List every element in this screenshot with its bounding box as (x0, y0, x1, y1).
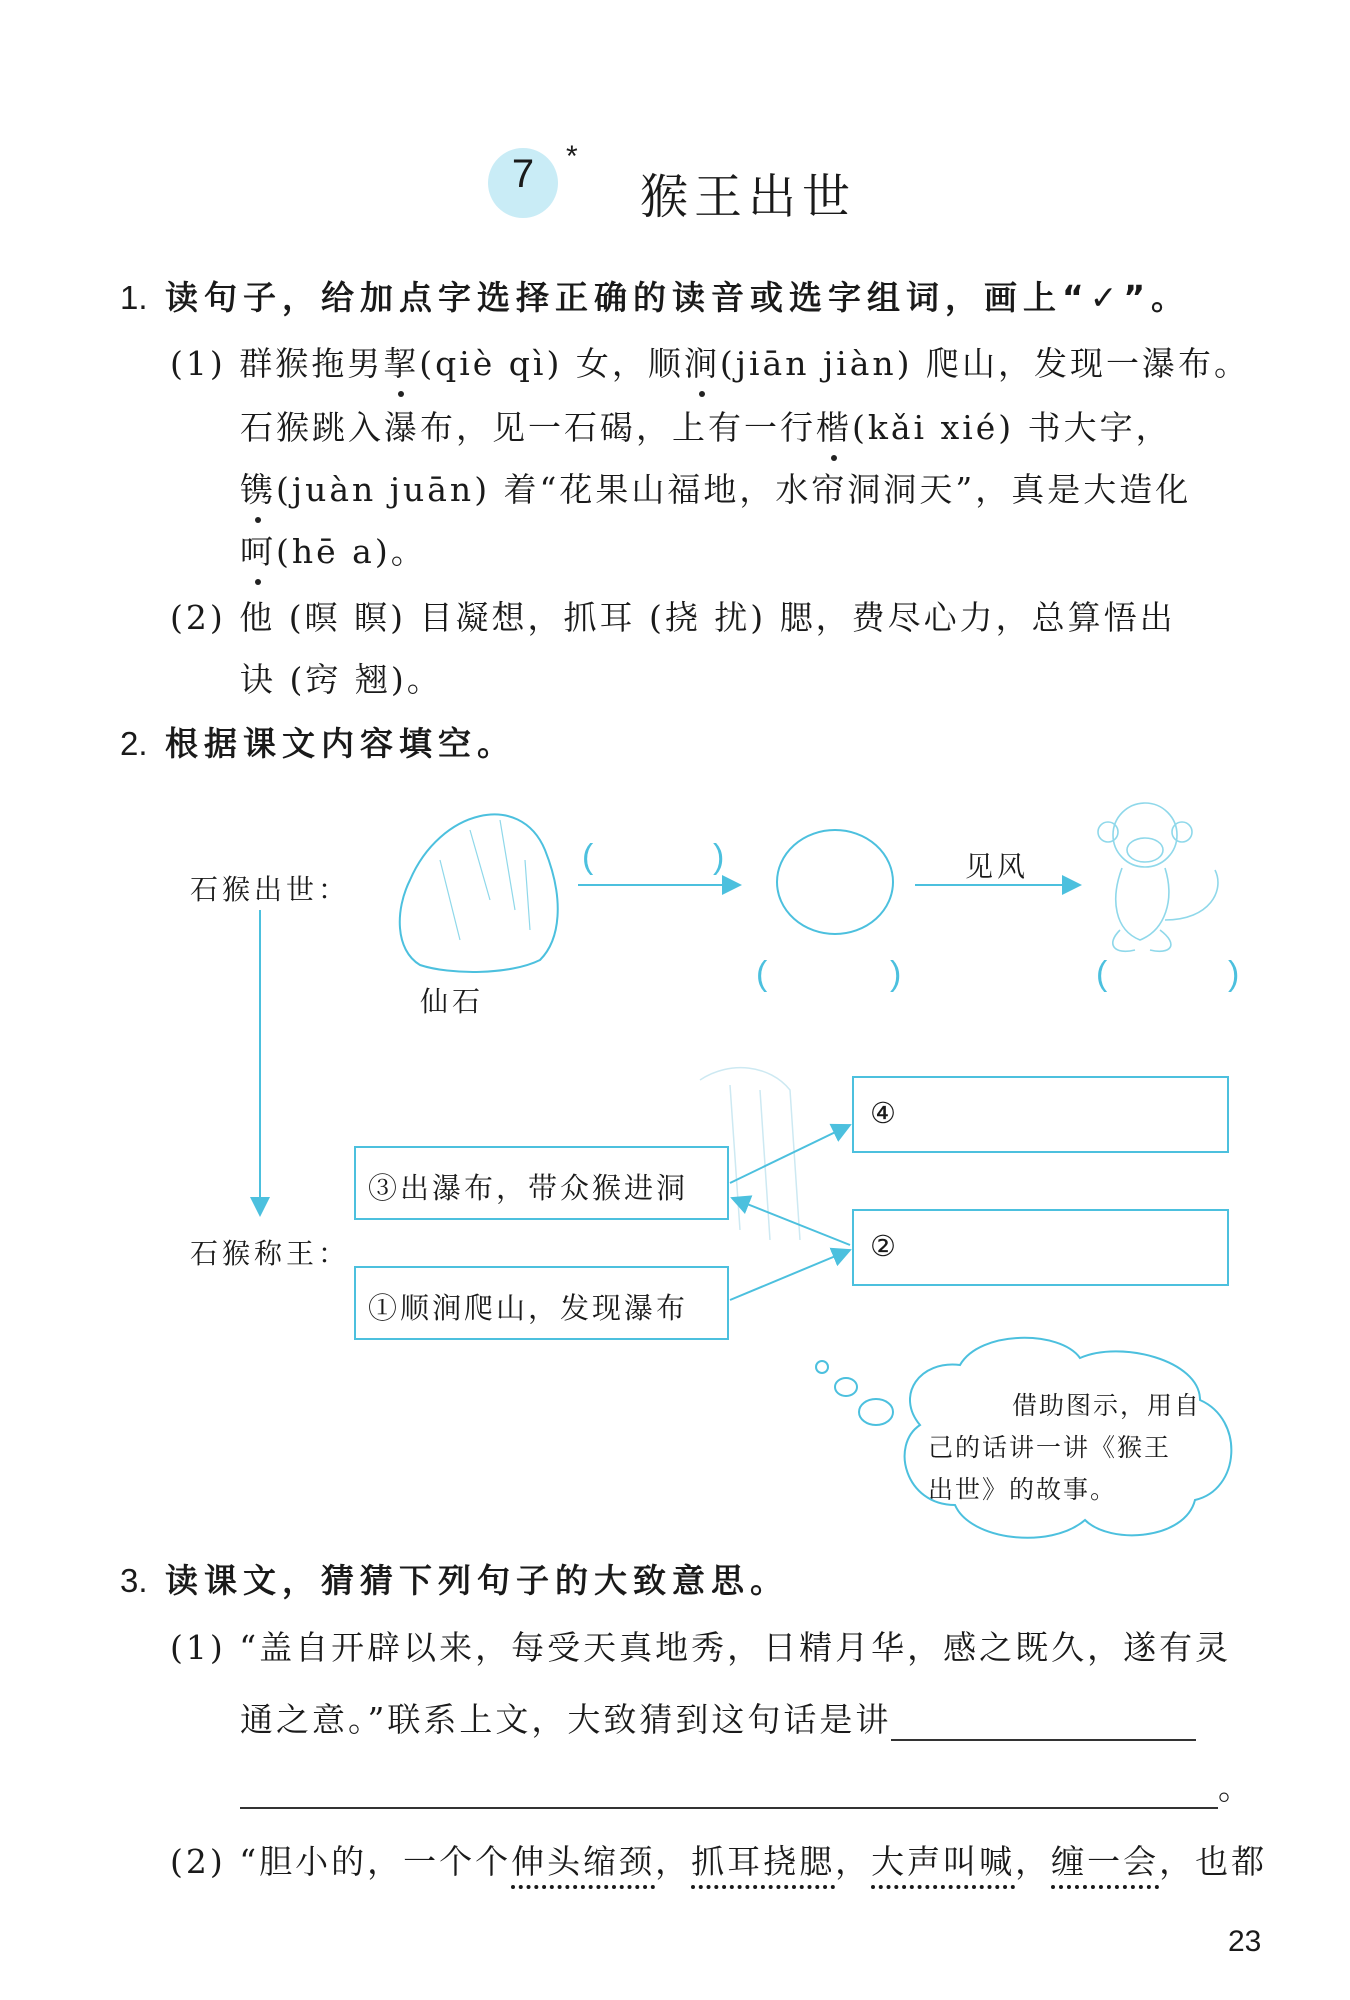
q1-number: 1. (120, 279, 148, 316)
text: ， (655, 1842, 692, 1881)
q1-s2-line1: (2) 他 (暝 瞑) 目凝想，抓耳 (挠 扰) 腮，费尽心力，总算悟出 (170, 598, 1176, 637)
q3-s2-line1 (170, 1836, 1267, 1883)
blank-paren-open: ( (1096, 955, 1108, 993)
stone-crack-lines (440, 820, 530, 940)
text: (jiān jiàn) 爬山，发现一瀑布。 (719, 344, 1251, 383)
dotted-word: 缠一会 (1051, 1842, 1160, 1881)
q3-heading (120, 1555, 789, 1602)
dotted-char: 镌 (240, 464, 276, 511)
dotted-char: 楷 (816, 402, 852, 449)
arrow-3-to-4 (730, 1125, 850, 1183)
answer-blank[interactable] (891, 1711, 1196, 1741)
page-title: 猴王出世 (640, 169, 857, 225)
q1-s1-line1 (170, 338, 1250, 385)
text: ， (835, 1842, 872, 1881)
lesson-number: 7 (511, 152, 535, 196)
q3-s1-line1: (1) “盖自开辟以来，每受天真地秀，日精月华，感之既久，遂有灵 (170, 1628, 1232, 1667)
bubble-dot-medium (835, 1378, 857, 1396)
text: (hē a)。 (276, 532, 427, 571)
text: 。 (1218, 1768, 1254, 1807)
q3-number: 3. (120, 1562, 148, 1599)
q2-heading (120, 718, 516, 765)
row2-label: 石猴称王： (190, 1237, 351, 1270)
bubble-line: 出世》的故事。 (928, 1475, 1118, 1504)
text: (qiè qì) 女，顺 (419, 344, 684, 383)
text: ， (1015, 1842, 1052, 1881)
blank-paren-open: ( (582, 838, 594, 876)
box-2-text: ② (870, 1229, 899, 1263)
dotted-char: 涧 (684, 338, 720, 385)
egg-drawing (777, 830, 893, 934)
q3-s1-line3 (240, 1762, 1254, 1809)
text: (2) “胆小的，一个个 (170, 1842, 512, 1881)
page-number: 23 (1228, 1925, 1262, 1958)
text: 通之意。”联系上文，大致猜到这句话是讲 (240, 1700, 892, 1739)
row1-label: 石猴出世： (190, 873, 351, 906)
q2-prompt: 根据课文内容填空。 (165, 724, 517, 763)
blank-paren-close: ) (713, 838, 725, 876)
bubble-line: 己的话讲一讲《猴王 (928, 1433, 1172, 1462)
arrow-2-to-3 (732, 1198, 850, 1245)
bubble-text (928, 1385, 1203, 1511)
text: (kǎi xié) 书大字， (852, 408, 1172, 447)
dotted-char: 呵 (240, 526, 276, 573)
q3-prompt: 读课文，猜猜下列句子的大致意思。 (165, 1561, 790, 1600)
bubble-dot-small (816, 1361, 828, 1373)
blank-paren-open: ( (756, 955, 768, 993)
q1-heading (120, 272, 1190, 319)
q1-s2-line2: 诀 (窍 翘)。 (240, 660, 443, 699)
box-2 (853, 1210, 1228, 1285)
q3-s1-line2 (240, 1694, 1196, 1741)
monkey-drawing (1098, 803, 1218, 951)
blank-paren-close: ) (1228, 955, 1240, 993)
q1-prompt: 读句子，给加点字选择正确的读音或选字组词，画上“✓”。 (165, 278, 1191, 317)
dotted-char: 挈 (383, 338, 419, 385)
bubble-line: 借助图示，用自 (1011, 1391, 1201, 1420)
wind-label: 见风 (965, 850, 1030, 883)
box-4 (853, 1077, 1228, 1152)
box-1-text: ①顺涧爬山，发现瀑布 (368, 1291, 689, 1325)
q1-s1-line2 (240, 402, 1172, 449)
lesson-star: * (566, 140, 578, 173)
text: (1) 群猴拖男 (170, 344, 384, 383)
q1-s1-line3 (240, 464, 1191, 511)
dotted-word: 大声叫喊 (871, 1842, 1016, 1881)
stone-drawing (400, 814, 558, 971)
box-4-text: ④ (870, 1096, 899, 1130)
answer-blank[interactable] (240, 1779, 1218, 1809)
text: ，也都 (1159, 1842, 1268, 1881)
arrow-1-to-2 (730, 1250, 850, 1300)
q1-s1-line4 (240, 526, 427, 573)
q2-number: 2. (120, 725, 148, 762)
text: (juàn juān) 着“花果山福地，水帘洞洞天”，真是大造化 (276, 470, 1192, 509)
stone-label: 仙石 (420, 985, 485, 1018)
dotted-word: 抓耳挠腮 (691, 1842, 836, 1881)
bubble-dot-large (859, 1399, 893, 1425)
blank-paren-close: ) (890, 955, 902, 993)
box-3-text: ③出瀑布，带众猴进洞 (368, 1171, 689, 1205)
text: 石猴跳入瀑布，见一石碣，上有一行 (240, 408, 816, 447)
dotted-word: 伸头缩颈 (511, 1842, 656, 1881)
